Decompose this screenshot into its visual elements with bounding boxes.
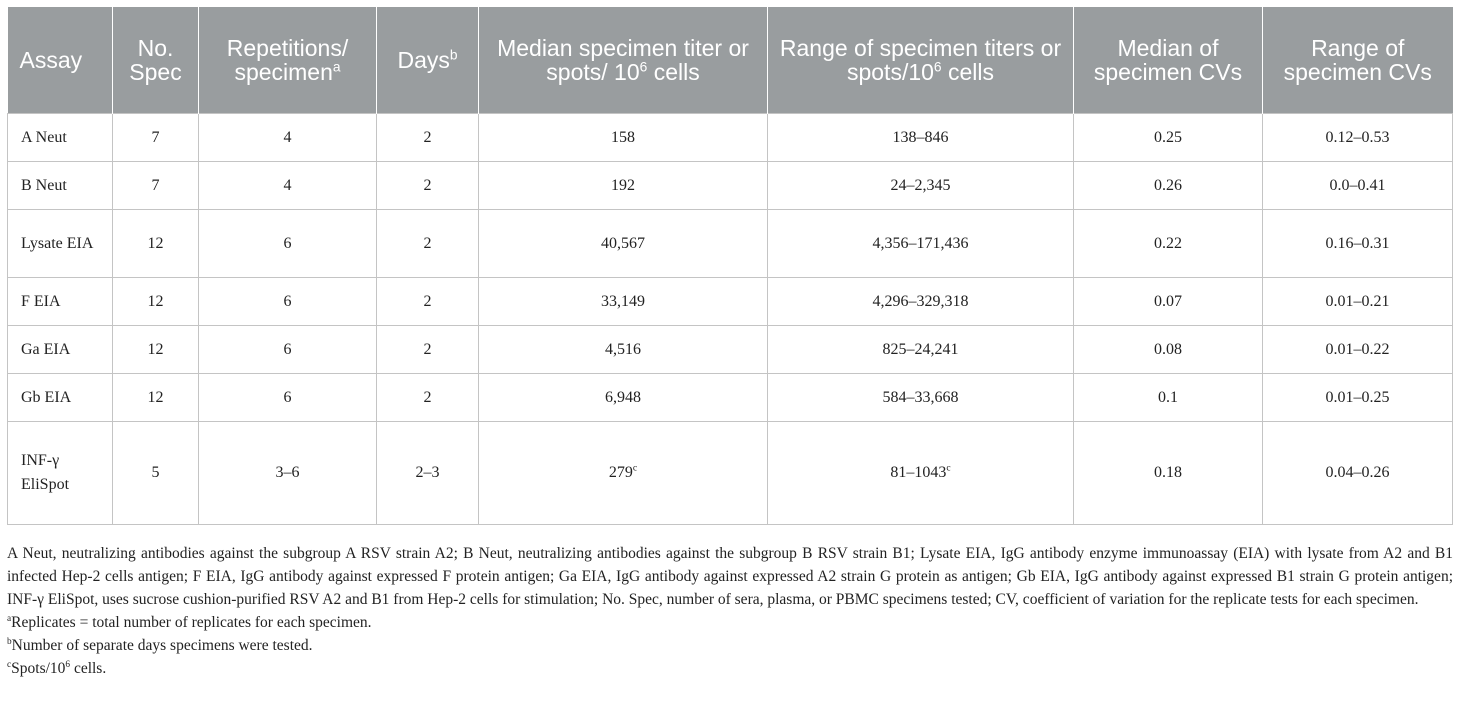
cell-range-cv: 0.01–0.21: [1263, 278, 1453, 326]
cell-median-cv: 0.25: [1074, 114, 1263, 162]
cell-no-spec: 12: [113, 278, 199, 326]
footnote-abbreviations: A Neut, neutralizing antibodies against the subgroup A RSV strain A2; B Neut, neutralizing antibodies against the subgroup B RSV strain B1; Lysate EIA, IgG antibody enzyme immunoassay (EIA) with lysate from A2 and B1 infected Hep-2 cells antigen; F EIA, IgG antibody against expressed F protein antigen; Ga EIA, IgG antibody against expressed A2 strain G protein as antigen; Gb EIA, IgG antibody against expressed B1 strain G protein antigen; INF-γ EliSpot, uses sucrose cushion-purified RSV A2 and B1 from Hep-2 cells for stimulation; No. Spec, number of sera, plasma, or PBMC specimens tested; CV, coefficient of variation for the replicate tests for each specimen.: [7, 545, 1453, 608]
cell-assay: Ga EIA: [8, 326, 113, 374]
header-range-cv: Range of specimen CVs: [1263, 7, 1453, 114]
table-row: [8, 374, 1453, 422]
header-days: Days$^b$: [377, 7, 479, 114]
table-row: [8, 278, 1453, 326]
header-no-spec: No. Spec: [113, 7, 199, 114]
cell-no-spec: 12: [113, 210, 199, 278]
cell-median-cv: 0.07: [1074, 278, 1263, 326]
table-row: [8, 114, 1453, 162]
cell-median: 4,516: [479, 326, 768, 374]
cell-assay: A Neut: [8, 114, 113, 162]
cell-reps: 4: [199, 162, 377, 210]
cell-days: 2: [377, 114, 479, 162]
cell-assay: Lysate EIA: [8, 210, 113, 278]
header-range-titers: Range of specimen titers or spots/$10^6$ cells: [768, 7, 1074, 114]
cell-range: 24–2,345: [768, 162, 1074, 210]
cell-median: 192: [479, 162, 768, 210]
cell-range: 4,296–329,318: [768, 278, 1074, 326]
cell-range: 825–24,241: [768, 326, 1074, 374]
header-median-titer: Median specimen titer or spots/ $10^6$ cells: [479, 7, 768, 114]
cell-median-cv: 0.22: [1074, 210, 1263, 278]
cell-no-spec: 5: [113, 422, 199, 525]
cell-median-cv: 0.26: [1074, 162, 1263, 210]
cell-no-spec: 7: [113, 162, 199, 210]
cell-range-cv: 0.16–0.31: [1263, 210, 1453, 278]
cell-range-cv: 0.01–0.22: [1263, 326, 1453, 374]
cell-median-cv: 0.1: [1074, 374, 1263, 422]
cell-range-cv: 0.04–0.26: [1263, 422, 1453, 525]
cell-reps: 6: [199, 374, 377, 422]
cell-assay: F EIA: [8, 278, 113, 326]
header-median-cv: Median of specimen CVs: [1074, 7, 1263, 114]
cell-range-cv: 0.12–0.53: [1263, 114, 1453, 162]
cell-reps: 6: [199, 278, 377, 326]
cell-assay: INF-γ EliSpot: [8, 422, 113, 525]
results-table: [7, 7, 1453, 525]
cell-days: 2: [377, 374, 479, 422]
cell-reps: 6: [199, 326, 377, 374]
cell-median: 6,948: [479, 374, 768, 422]
cell-median-cv: 0.08: [1074, 326, 1263, 374]
cell-reps: 4: [199, 114, 377, 162]
cell-days: 2: [377, 326, 479, 374]
cell-assay: Gb EIA: [8, 374, 113, 422]
table-footnotes: [7, 542, 1453, 680]
cell-no-spec: 7: [113, 114, 199, 162]
cell-no-spec: 12: [113, 374, 199, 422]
table-header: [8, 7, 1453, 114]
cell-assay: B Neut: [8, 162, 113, 210]
footnote-c: $^cSpots/10^6$ cells.: [7, 659, 107, 677]
cell-range-cv: 0.0–0.41: [1263, 162, 1453, 210]
header-assay: Assay: [8, 7, 113, 114]
header-repetitions: Repetitions/ specimen$^a$: [199, 7, 377, 114]
cell-days: 2: [377, 278, 479, 326]
cell-median: 33,149: [479, 278, 768, 326]
cell-reps: 6: [199, 210, 377, 278]
cell-range-cv: 0.01–0.25: [1263, 374, 1453, 422]
cell-days: 2: [377, 162, 479, 210]
footnote-a: $^a$Replicates = total number of replicates for each specimen.: [7, 613, 372, 631]
table-row: [8, 326, 1453, 374]
cell-median-cv: 0.18: [1074, 422, 1263, 525]
table-container: [7, 7, 1452, 525]
cell-reps: 3–6: [199, 422, 377, 525]
cell-days: 2–3: [377, 422, 479, 525]
cell-range: 4,356–171,436: [768, 210, 1074, 278]
cell-days: 2: [377, 210, 479, 278]
footnote-b: $^b$Number of separate days specimens were tested.: [7, 636, 313, 654]
table-body: [8, 114, 1453, 525]
table-row: [8, 210, 1453, 278]
table-row: [8, 422, 1453, 525]
cell-range: 584–33,668: [768, 374, 1074, 422]
cell-no-spec: 12: [113, 326, 199, 374]
cell-median: 40,567: [479, 210, 768, 278]
cell-median: 158: [479, 114, 768, 162]
cell-median: 279$^c$: [479, 422, 768, 525]
cell-range: 138–846: [768, 114, 1074, 162]
cell-range: 81–1043$^c$: [768, 422, 1074, 525]
table-row: [8, 162, 1453, 210]
